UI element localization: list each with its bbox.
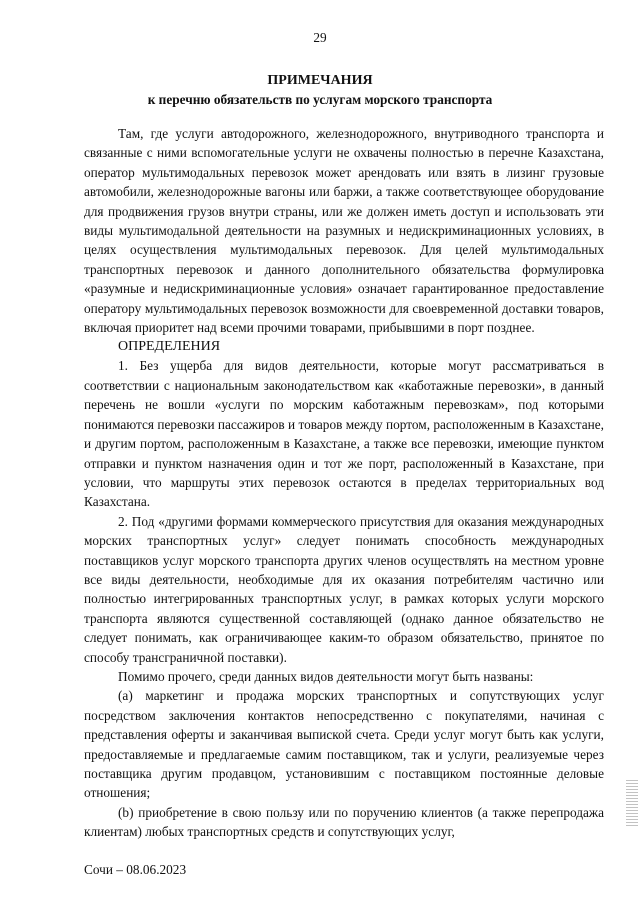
section-heading-definitions: ОПРЕДЕЛЕНИЯ [118,339,221,355]
document-body [84,124,604,842]
paragraph-activities-intro: Помимо прочего, среди данных видов деятельности могут быть названы: [118,668,534,684]
page-number: 29 [313,30,327,45]
scan-artifact [626,780,638,828]
paragraph-definition-1: 1. Без ущерба для видов деятельности, которые могут рассматриваться в соответствии с национальным законодательством как «каботажные перевозки», в данный перечень не вошли «услуги по морским каботажным перевозкам», под которыми понимаются перевозки пассажиров и товаров между портом, расположенным в Казахстане, и другим портом, расположенным в Казахстане, а также все перевозки, имеющие пунктом отправки и пунктом назначения один и тот же порт, расположенный в Казахстане, при условии, что маршруты этих перевозок остаются в пределах территориальных вод Казахстана. [84,358,604,510]
paragraph-item-b: (b) приобретение в свою пользу или по поручению клиентов (а также перепродажа клиентам) любых транспортных средств и сопутствующих услуг, [84,804,604,840]
paragraph-intro: Там, где услуги автодорожного, железнодорожного, внутриводного транспорта и связанные с ними вспомогательные услуги не охвачены полностью в перечне Казахстана, оператор мультимодальных перевозок может арендовать или взять в лизинг грузовые автомобили, железнодорожные вагоны или баржи, а также соответствующее оборудование для продвижения грузов внутри страны, или же должен иметь доступ и использовать эти виды мультимодальной деятельности на разумных и недискриминационных условиях, в целях осуществления мультимодальных перевозок. Для целей мультимодальных транспортных перевозок и данного дополнительного обязательства формулировка «разумные и недискриминационные условия» означает гарантированное предоставление оператору мультимодальных перевозок возможности для своевременной доставки товаров, включая приоритет над всеми прочими товарами, прибывшими в порт позднее. [84,126,604,336]
page-title: ПРИМЕЧАНИЯ [267,73,373,88]
paragraph-item-a: (a) маркетинг и продажа морских транспортных и сопутствующих услуг посредством заключения контактов непосредственно с покупателями, начиная с представления оферты и заканчивая выпиской счета. Среди услуг могут быть как услуги, предоставляемые и предлагаемые самим поставщиком, так и услуги, реализуемые через поставщика другим продавцом, установившим с поставщиком постоянные деловые отношения; [84,688,604,801]
page-subtitle: к перечню обязательств по услугам морского транспорта [147,92,493,107]
paragraph-definition-2: 2. Под «другими формами коммерческого присутствия для оказания международных морских транспортных услуг» следует понимать способность международных поставщиков услуг морского транспорта других членов осуществлять на местном уровне все виды деятельности, необходимые для их оказания потребителям частично или полностью интегрированных транспортных услуг, в рамках которых услуги морского транспорта являются существенной составляющей (однако данное обязательство не следует понимать, как ограничивающее каким-то образом обязательство, принятое по способу трансграничной поставки). [84,513,604,665]
footer-date: Сочи – 08.06.2023 [84,862,187,877]
